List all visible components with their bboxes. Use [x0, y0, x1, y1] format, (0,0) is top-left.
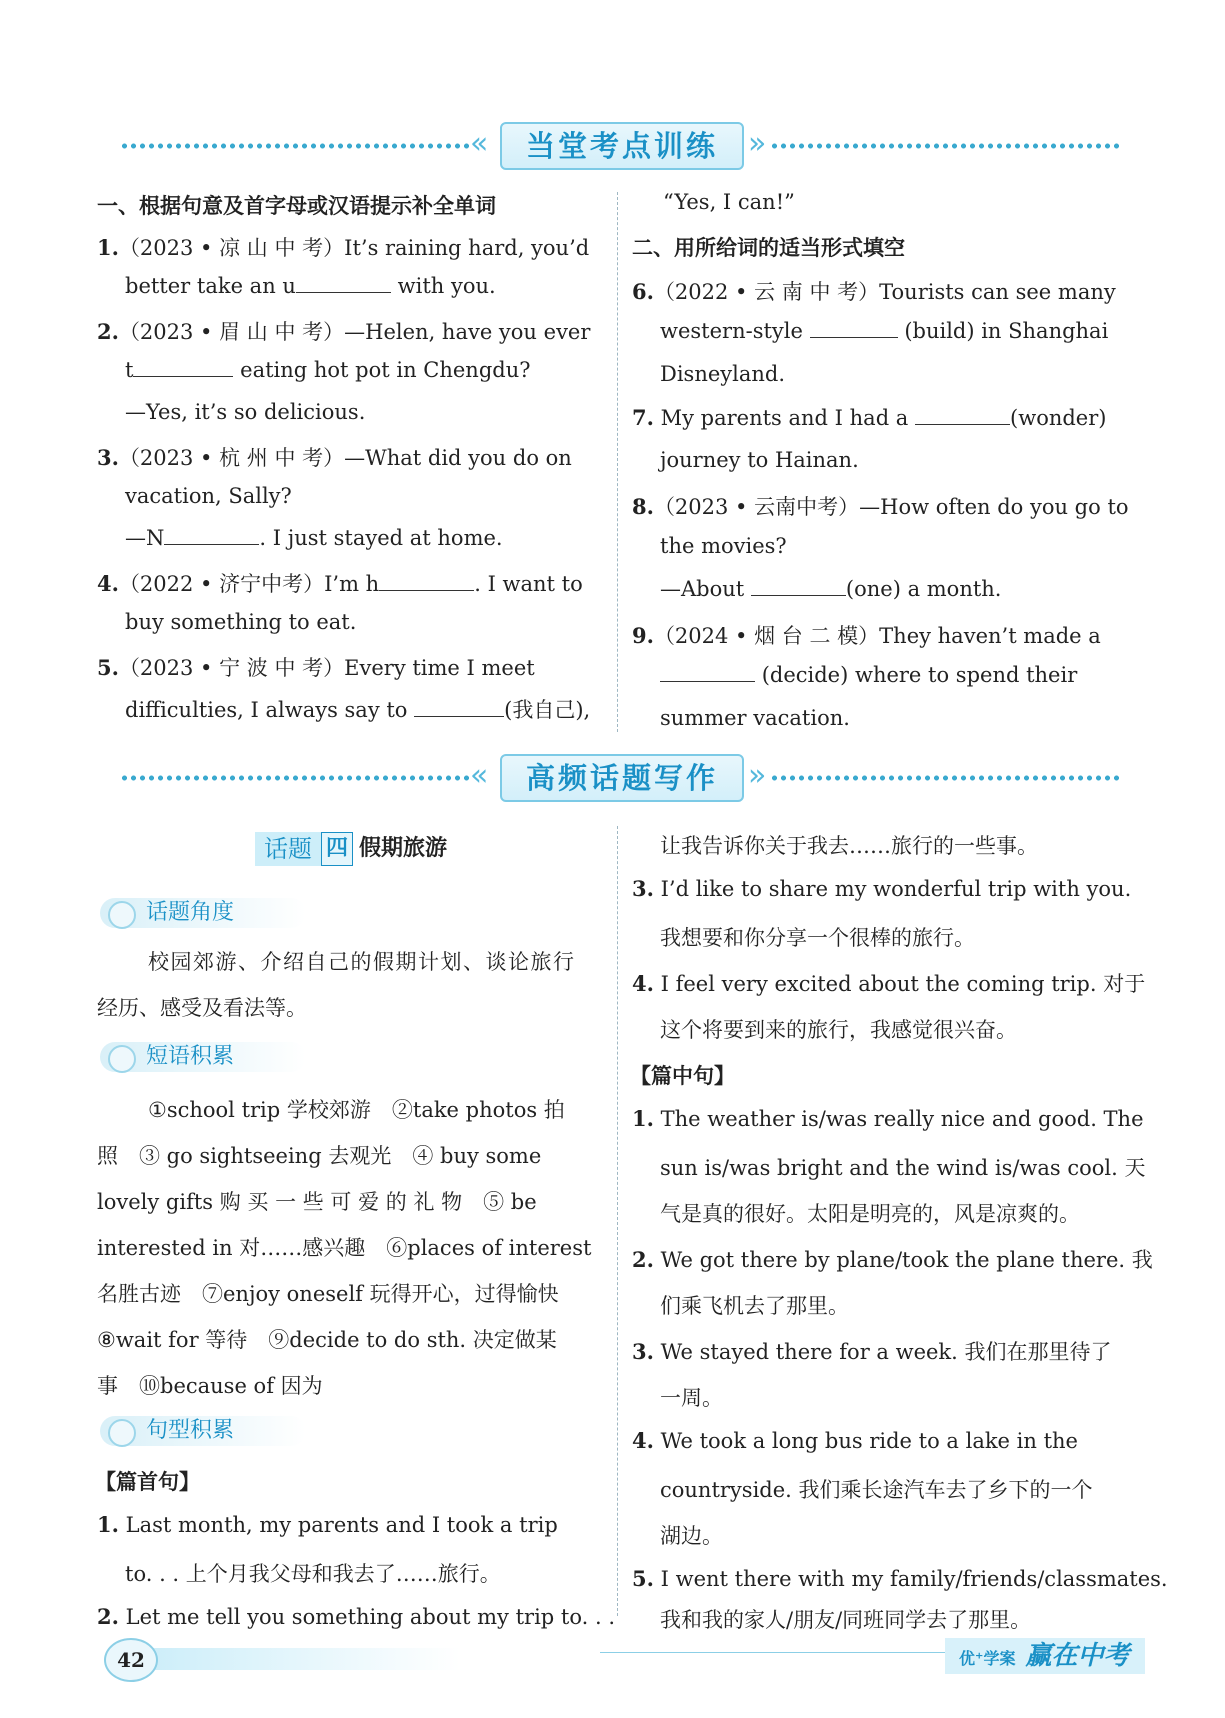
chevron-left-icon: «	[470, 758, 489, 793]
tag-topic-angle: 话题角度	[100, 898, 306, 928]
phrase-line-3: lovely gifts 购 买 一 些 可 爱 的 礼 物 ⑤ be	[97, 1190, 537, 1214]
answer-blank[interactable]	[751, 577, 846, 596]
phrase-line-7: 事 ⑩because of 因为	[97, 1374, 323, 1398]
exercise-item-1: 1.（2023 • 凉 山 中 考）It’s raining hard, you’d	[97, 235, 590, 260]
middle-sentence-5: 5. I went there with my family/friends/classmates.	[632, 1566, 1168, 1591]
exercise-item-4: 4.（2022 • 济宁中考）I’m h . I want to	[97, 571, 583, 596]
topic-title: 假期旅游	[359, 836, 448, 861]
page-number: 42	[104, 1638, 158, 1682]
middle-sentence-4-line3: 湖边。	[660, 1524, 723, 1548]
exercise-item-9-line3: summer vacation.	[660, 706, 850, 730]
middle-sentence-5-line2: 我和我的家人/朋友/同班同学去了那里。	[660, 1608, 1032, 1632]
exercise-item-7-line2: journey to Hainan.	[660, 448, 859, 472]
answer-blank[interactable]	[164, 526, 259, 545]
middle-sentence-4: 4. We took a long bus ride to a lake in the	[632, 1428, 1078, 1453]
tag-phrases: 短语积累	[100, 1042, 306, 1072]
exercise-item-2: 2.（2023 • 眉 山 中 考）—Helen, have you ever	[97, 319, 591, 344]
exercise-item-2-line2: t eating hot pot in Chengdu?	[125, 358, 531, 382]
footer-decoration-bar	[150, 1648, 460, 1670]
phrase-line-4: interested in 对……感兴趣 ⑥places of interest	[97, 1236, 592, 1260]
opening-sentence-4-cn: 这个将要到来的旅行，我感觉很兴奋。	[660, 1018, 1017, 1042]
exercise-item-8-line2: the movies?	[660, 534, 787, 558]
exercise-item-5: 5.（2023 • 宁 波 中 考）Every time I meet	[97, 655, 535, 680]
answer-blank[interactable]	[133, 358, 233, 377]
opening-sentence-4: 4. I feel very excited about the coming trip. 对于	[632, 971, 1146, 996]
phrase-line-2: 照 ③ go sightseeing 去观光 ④ buy some	[97, 1144, 542, 1168]
exercise-item-8: 8.（2023 • 云南中考）—How often do you go to	[632, 494, 1129, 519]
chat-bubble-icon	[108, 901, 136, 929]
exercise-item-3-line3: —N . I just stayed at home.	[125, 526, 503, 550]
middle-sentence-1-line3: 气是真的很好。太阳是明亮的，风是凉爽的。	[660, 1202, 1080, 1226]
middle-sentence-2-line2: 们乘飞机去了那里。	[660, 1294, 849, 1318]
chevron-left-icon: «	[470, 126, 489, 161]
middle-sentence-3-line2: 一周。	[660, 1386, 723, 1410]
exercise-item-9: 9.（2024 • 烟 台 二 模）They haven’t made a	[632, 623, 1101, 648]
answer-blank[interactable]	[379, 572, 474, 591]
exercise-item-6: 6.（2022 • 云 南 中 考）Tourists can see many	[632, 279, 1116, 304]
phrase-line-6: ⑧wait for 等待 ⑨decide to do sth. 决定做某	[97, 1328, 557, 1352]
column-divider-top	[617, 192, 618, 732]
exercise-item-6-line2: western-style (build) in Shanghai	[660, 319, 1109, 343]
banner-dots-right	[770, 142, 1120, 150]
middle-sentence-4-line2: countryside. 我们乘长途汽车去了乡下的一个	[660, 1478, 1093, 1502]
opening-sentence-3: 3. I’d like to share my wonderful trip with you.	[632, 876, 1132, 901]
column-divider-bottom	[617, 826, 618, 1616]
topic-number: 四	[321, 832, 353, 866]
opening-sentence-2: 2. Let me tell you something about my trip to. . .	[97, 1604, 615, 1629]
middle-sentence-1: 1. The weather is/was really nice and good. The	[632, 1106, 1144, 1131]
banner-dots-left	[120, 774, 470, 782]
middle-head: 【篇中句】	[630, 1064, 735, 1088]
exercise-item-5-line2: difficulties, I always say to (我自己),	[125, 698, 591, 722]
opening-sentence-1: 1. Last month, my parents and I took a trip	[97, 1512, 558, 1537]
exercise-item-4-line2: buy something to eat.	[125, 610, 357, 634]
banner-dots-right	[770, 774, 1120, 782]
opening-sentence-3-cn: 我想要和你分享一个很棒的旅行。	[660, 926, 975, 950]
topic-label: 话题	[255, 832, 321, 866]
middle-sentence-2: 2. We got there by plane/took the plane there. 我	[632, 1247, 1153, 1272]
answer-blank[interactable]	[660, 663, 755, 682]
banner-title: 当堂考点训练	[500, 122, 744, 170]
banner-title: 高频话题写作	[500, 754, 744, 802]
exercise-item-9-line2: (decide) where to spend their	[660, 663, 1077, 687]
phrase-line-1: ①school trip 学校郊游 ②take photos 拍	[148, 1098, 565, 1122]
lightbulb-icon	[108, 1045, 136, 1073]
answer-blank[interactable]	[414, 698, 504, 717]
answer-blank[interactable]	[915, 406, 1010, 425]
tag-sentence-patterns: 句型积累	[100, 1416, 306, 1446]
exercise-item-3-line2: vacation, Sally?	[125, 484, 292, 508]
exercise-item-3: 3.（2023 • 杭 州 中 考）—What did you do on	[97, 445, 572, 470]
middle-sentence-1-line2: sun is/was bright and the wind is/was cool. 天	[660, 1156, 1146, 1180]
exercise-item-1-line2: better take an u with you.	[125, 274, 496, 298]
opening-sentence-2-cn: 让我告诉你关于我去……旅行的一些事。	[660, 834, 1038, 858]
answer-blank[interactable]	[810, 319, 898, 338]
angle-text-line2: 经历、感受及看法等。	[97, 996, 307, 1020]
exercise-item-5-line3: “Yes, I can!”	[663, 190, 795, 214]
opening-sentence-1-cn: to. . . 上个月我父母和我去了……旅行。	[125, 1562, 501, 1586]
brand-logo: 优⁺学案 赢在中考	[945, 1638, 1145, 1674]
opening-head: 【篇首句】	[95, 1470, 200, 1494]
section-banner-writing	[120, 750, 1120, 806]
phrase-line-5: 名胜古迹 ⑦enjoy oneself 玩得开心，过得愉快	[97, 1282, 559, 1306]
chevron-right-icon: »	[748, 758, 767, 793]
part1-title: 一、根据句意及首字母或汉语提示补全单词	[97, 194, 496, 218]
middle-sentence-3: 3. We stayed there for a week. 我们在那里待了	[632, 1339, 1112, 1364]
part2-title: 二、用所给词的适当形式填空	[632, 236, 905, 260]
exercise-item-8-line3: —About (one) a month.	[660, 577, 1002, 601]
angle-text-line1: 校园郊游、介绍自己的假期计划、谈论旅行	[148, 950, 576, 974]
chevron-right-icon: »	[748, 126, 767, 161]
section-banner-practice	[120, 118, 1120, 174]
answer-blank[interactable]	[296, 274, 391, 293]
exercise-item-2-line3: —Yes, it’s so delicious.	[125, 400, 366, 424]
lightbulb-icon	[108, 1419, 136, 1447]
exercise-item-7: 7. My parents and I had a (wonder)	[632, 405, 1107, 430]
exercise-item-6-line3: Disneyland.	[660, 362, 786, 386]
banner-dots-left	[120, 142, 470, 150]
